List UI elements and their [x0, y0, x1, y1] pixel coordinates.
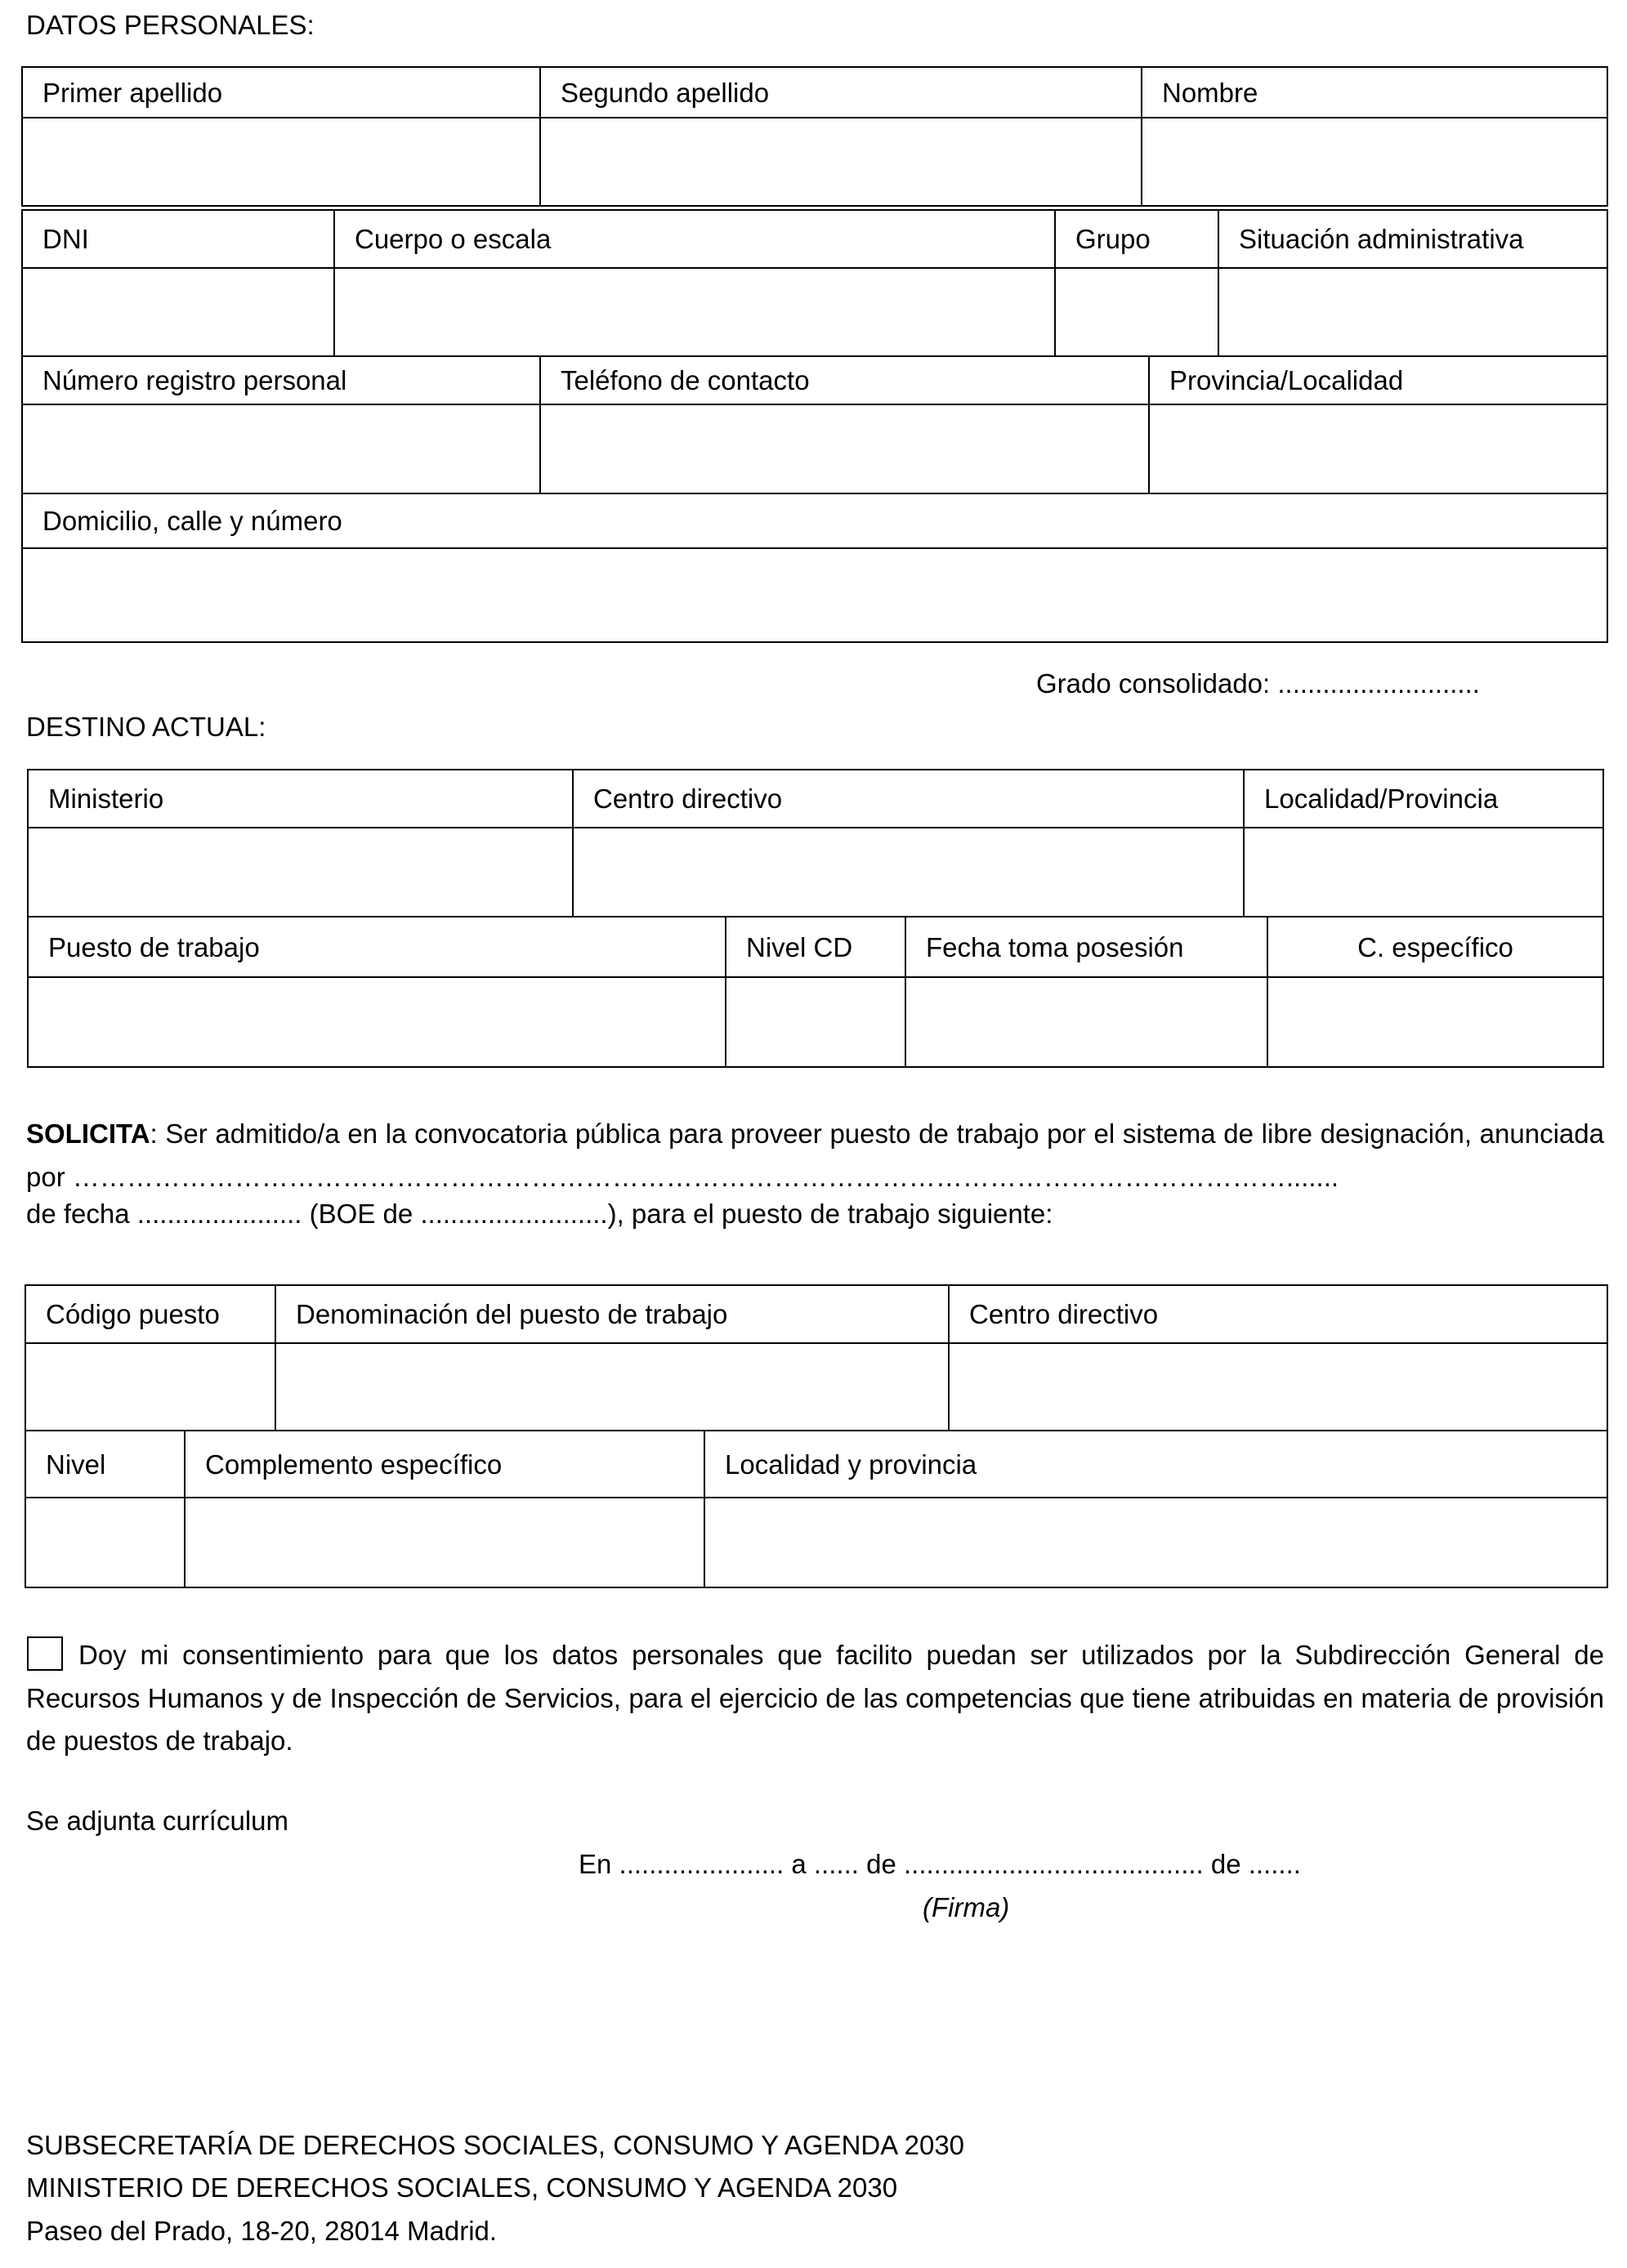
footer-line-3: Paseo del Prado, 18-20, 28014 Madrid. — [26, 2216, 498, 2246]
primer-apellido-field[interactable] — [21, 117, 542, 207]
ministerio-field[interactable] — [27, 827, 574, 918]
solicita-paragraph — [26, 1113, 1604, 1199]
puesto-trabajo-field[interactable] — [27, 976, 727, 1068]
codigo-puesto-field[interactable] — [25, 1342, 277, 1432]
place-date-line: En ...................... a ...... de ........................................ de ....... — [579, 1849, 1301, 1879]
label-ministerio: Ministerio — [27, 769, 574, 829]
denominacion-field[interactable] — [275, 1342, 950, 1432]
firma-label: (Firma) — [923, 1892, 1010, 1922]
label-domicilio: Domicilio, calle y número — [21, 493, 1608, 550]
footer-line-2: MINISTERIO DE DERECHOS SOCIALES, CONSUMO Y AGENDA 2030 — [26, 2172, 898, 2203]
label-localidad-y-provincia: Localidad y provincia — [704, 1430, 1608, 1499]
label-situacion: Situación administrativa — [1218, 209, 1608, 270]
label-cuerpo: Cuerpo o escala — [333, 209, 1057, 270]
label-denominacion: Denominación del puesto de trabajo — [275, 1284, 950, 1345]
solicita-label: SOLICITA — [26, 1118, 150, 1149]
grado-consolidado: Grado consolidado: ........................... — [1036, 668, 1480, 699]
label-nivel: Nivel — [25, 1430, 186, 1499]
cuerpo-field[interactable] — [333, 267, 1057, 358]
destino-actual-heading: DESTINO ACTUAL: — [26, 712, 266, 742]
nivel-field[interactable] — [25, 1497, 186, 1588]
label-nivel-cd: Nivel CD — [725, 916, 907, 979]
footer-line-1: SUBSECRETARÍA DE DERECHOS SOCIALES, CONSUMO Y AGENDA 2030 — [26, 2130, 965, 2160]
telefono-field[interactable] — [539, 404, 1151, 495]
dni-field[interactable] — [21, 267, 336, 358]
solicita-text: : Ser admitido/a en la convocatoria pública para proveer puesto de trabajo por el sistema de libre designación, anunciada por ………………………………………………………………………………………………………………………....... — [26, 1118, 1604, 1192]
curriculum-note: Se adjunta currículum — [26, 1806, 288, 1836]
label-centro-directivo-puesto: Centro directivo — [948, 1284, 1608, 1345]
segundo-apellido-field[interactable] — [539, 117, 1143, 207]
provincia-field[interactable] — [1148, 404, 1608, 495]
fecha-posesion-field[interactable] — [905, 976, 1269, 1068]
solicita-fecha-line: de fecha ...................... (BOE de .........................), para el puesto de trabajo siguiente: — [26, 1199, 1053, 1229]
label-puesto-trabajo: Puesto de trabajo — [27, 916, 727, 979]
label-provincia: Provincia/Localidad — [1148, 355, 1608, 406]
label-c-especifico: C. específico — [1267, 916, 1604, 979]
consent-text: Doy mi consentimiento para que los datos personales que facilito puedan ser utilizados por la Subdirección General de Recursos Humanos y de Inspección de Servicios, para el ejercicio de las competencias que tiene atribuidas en materia de provisión de puestos de trabajo. — [26, 1640, 1604, 1756]
centro-directivo-puesto-field[interactable] — [948, 1342, 1608, 1432]
situacion-field[interactable] — [1218, 267, 1608, 358]
label-localidad-provincia: Localidad/Provincia — [1243, 769, 1604, 829]
grupo-field[interactable] — [1054, 267, 1220, 358]
nombre-field[interactable] — [1141, 117, 1608, 207]
localidad-provincia-field[interactable] — [1243, 827, 1604, 918]
label-codigo-puesto: Código puesto — [25, 1284, 277, 1345]
label-telefono: Teléfono de contacto — [539, 355, 1151, 406]
label-centro-directivo: Centro directivo — [572, 769, 1245, 829]
domicilio-field[interactable] — [21, 547, 1608, 643]
label-segundo-apellido: Segundo apellido — [539, 66, 1143, 119]
label-fecha-posesion: Fecha toma posesión — [905, 916, 1269, 979]
complemento-field[interactable] — [184, 1497, 706, 1588]
c-especifico-field[interactable] — [1267, 976, 1604, 1068]
label-nrp: Número registro personal — [21, 355, 542, 406]
centro-directivo-field[interactable] — [572, 827, 1245, 918]
label-nombre: Nombre — [1141, 66, 1608, 119]
label-primer-apellido: Primer apellido — [21, 66, 542, 119]
nivel-cd-field[interactable] — [725, 976, 907, 1068]
datos-personales-heading: DATOS PERSONALES: — [26, 10, 315, 40]
label-dni: DNI — [21, 209, 336, 270]
localidad-y-provincia-field[interactable] — [704, 1497, 1608, 1588]
label-complemento: Complemento específico — [184, 1430, 706, 1499]
label-grupo: Grupo — [1054, 209, 1220, 270]
nrp-field[interactable] — [21, 404, 542, 495]
